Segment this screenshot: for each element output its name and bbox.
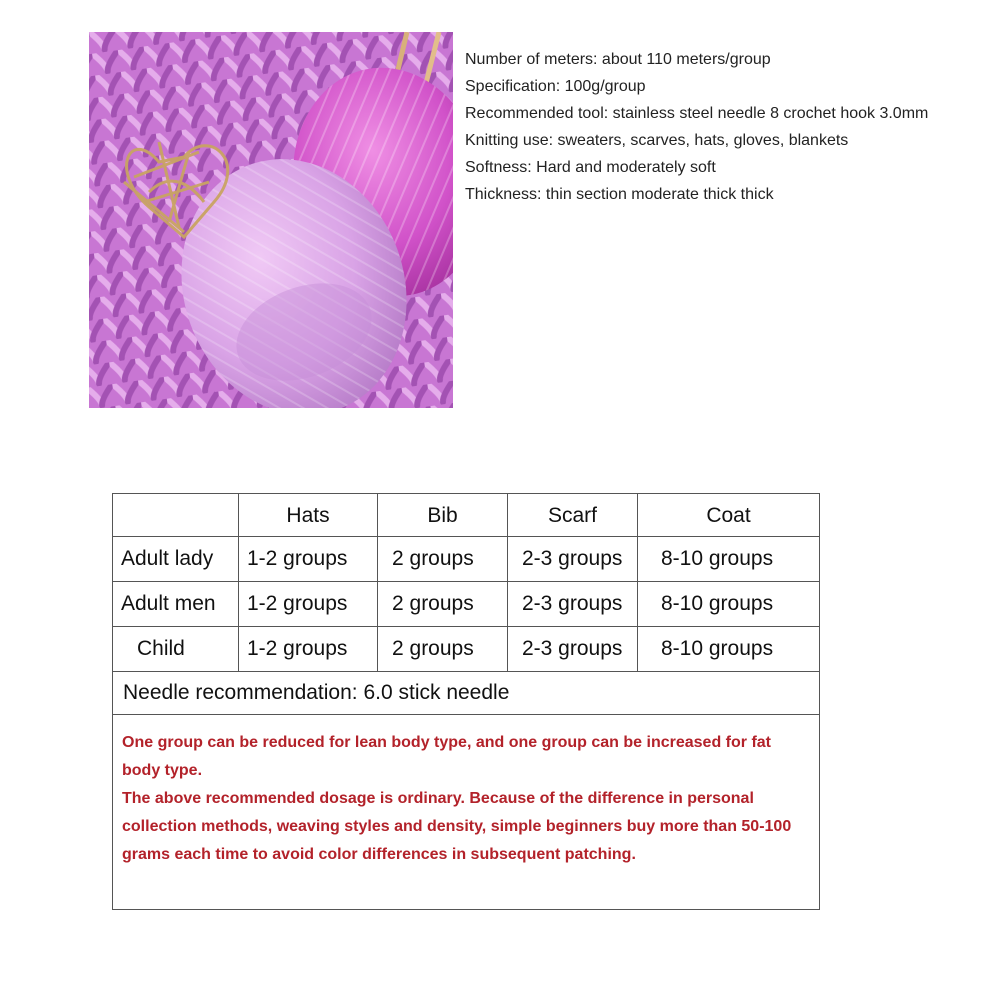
header-hats-label: Hats (286, 504, 330, 527)
table-cell: 2 groups (378, 582, 508, 627)
row-label: Adult lady (113, 537, 239, 582)
header-scarf (508, 494, 638, 537)
header-hats (239, 494, 378, 537)
header-scarf-label: Scarf (547, 504, 597, 527)
row-label: Adult men (113, 582, 239, 627)
needle-recommendation: Needle recommendation: 6.0 stick needle (113, 672, 820, 715)
table-row (113, 537, 820, 582)
spec-tool: Recommended tool: stainless steel needle 8 crochet hook 3.0mm (465, 105, 929, 122)
header-bib-label: Bib (427, 504, 458, 527)
needle-row (113, 672, 820, 715)
table-row (113, 627, 820, 672)
spec-softness: Softness: Hard and moderately soft (465, 159, 716, 176)
table-cell: 1-2 groups (239, 582, 378, 627)
spec-meters: Number of meters: about 110 meters/group (465, 51, 771, 68)
header-coat-label: Coat (706, 504, 751, 527)
notes-row (113, 715, 820, 910)
table-header-row (113, 494, 820, 537)
product-photo (89, 32, 453, 408)
table-cell: 2-3 groups (508, 537, 638, 582)
table-cell: 8-10 groups (638, 582, 820, 627)
table-cell: 2 groups (378, 627, 508, 672)
table-cell: 8-10 groups (638, 537, 820, 582)
yarn-illustration (89, 32, 453, 408)
spec-thickness: Thickness: thin section moderate thick thick (465, 186, 774, 203)
row-label: Child (113, 627, 239, 672)
header-bib (378, 494, 508, 537)
table-cell: 8-10 groups (638, 627, 820, 672)
header-corner (113, 494, 239, 537)
table-cell: 2 groups (378, 537, 508, 582)
note-dosage: The above recommended dosage is ordinary. Because of the difference in personal collection methods, weaving styles and density, simple beginners buy more than 50-100 grams each time to avoid color differences in subsequent patching. (122, 790, 792, 863)
table-cell: 1-2 groups (239, 537, 378, 582)
header-coat (638, 494, 820, 537)
table-cell: 1-2 groups (239, 627, 378, 672)
spec-use: Knitting use: sweaters, scarves, hats, gloves, blankets (465, 132, 849, 149)
dosage-table (112, 493, 820, 910)
spec-list (465, 48, 928, 210)
table-row (113, 582, 820, 627)
note-body-type: One group can be reduced for lean body type, and one group can be increased for fat body type. (122, 734, 771, 779)
spec-weight: Specification: 100g/group (465, 78, 646, 95)
table-cell: 2-3 groups (508, 627, 638, 672)
table-cell: 2-3 groups (508, 582, 638, 627)
notes-cell (113, 715, 820, 910)
